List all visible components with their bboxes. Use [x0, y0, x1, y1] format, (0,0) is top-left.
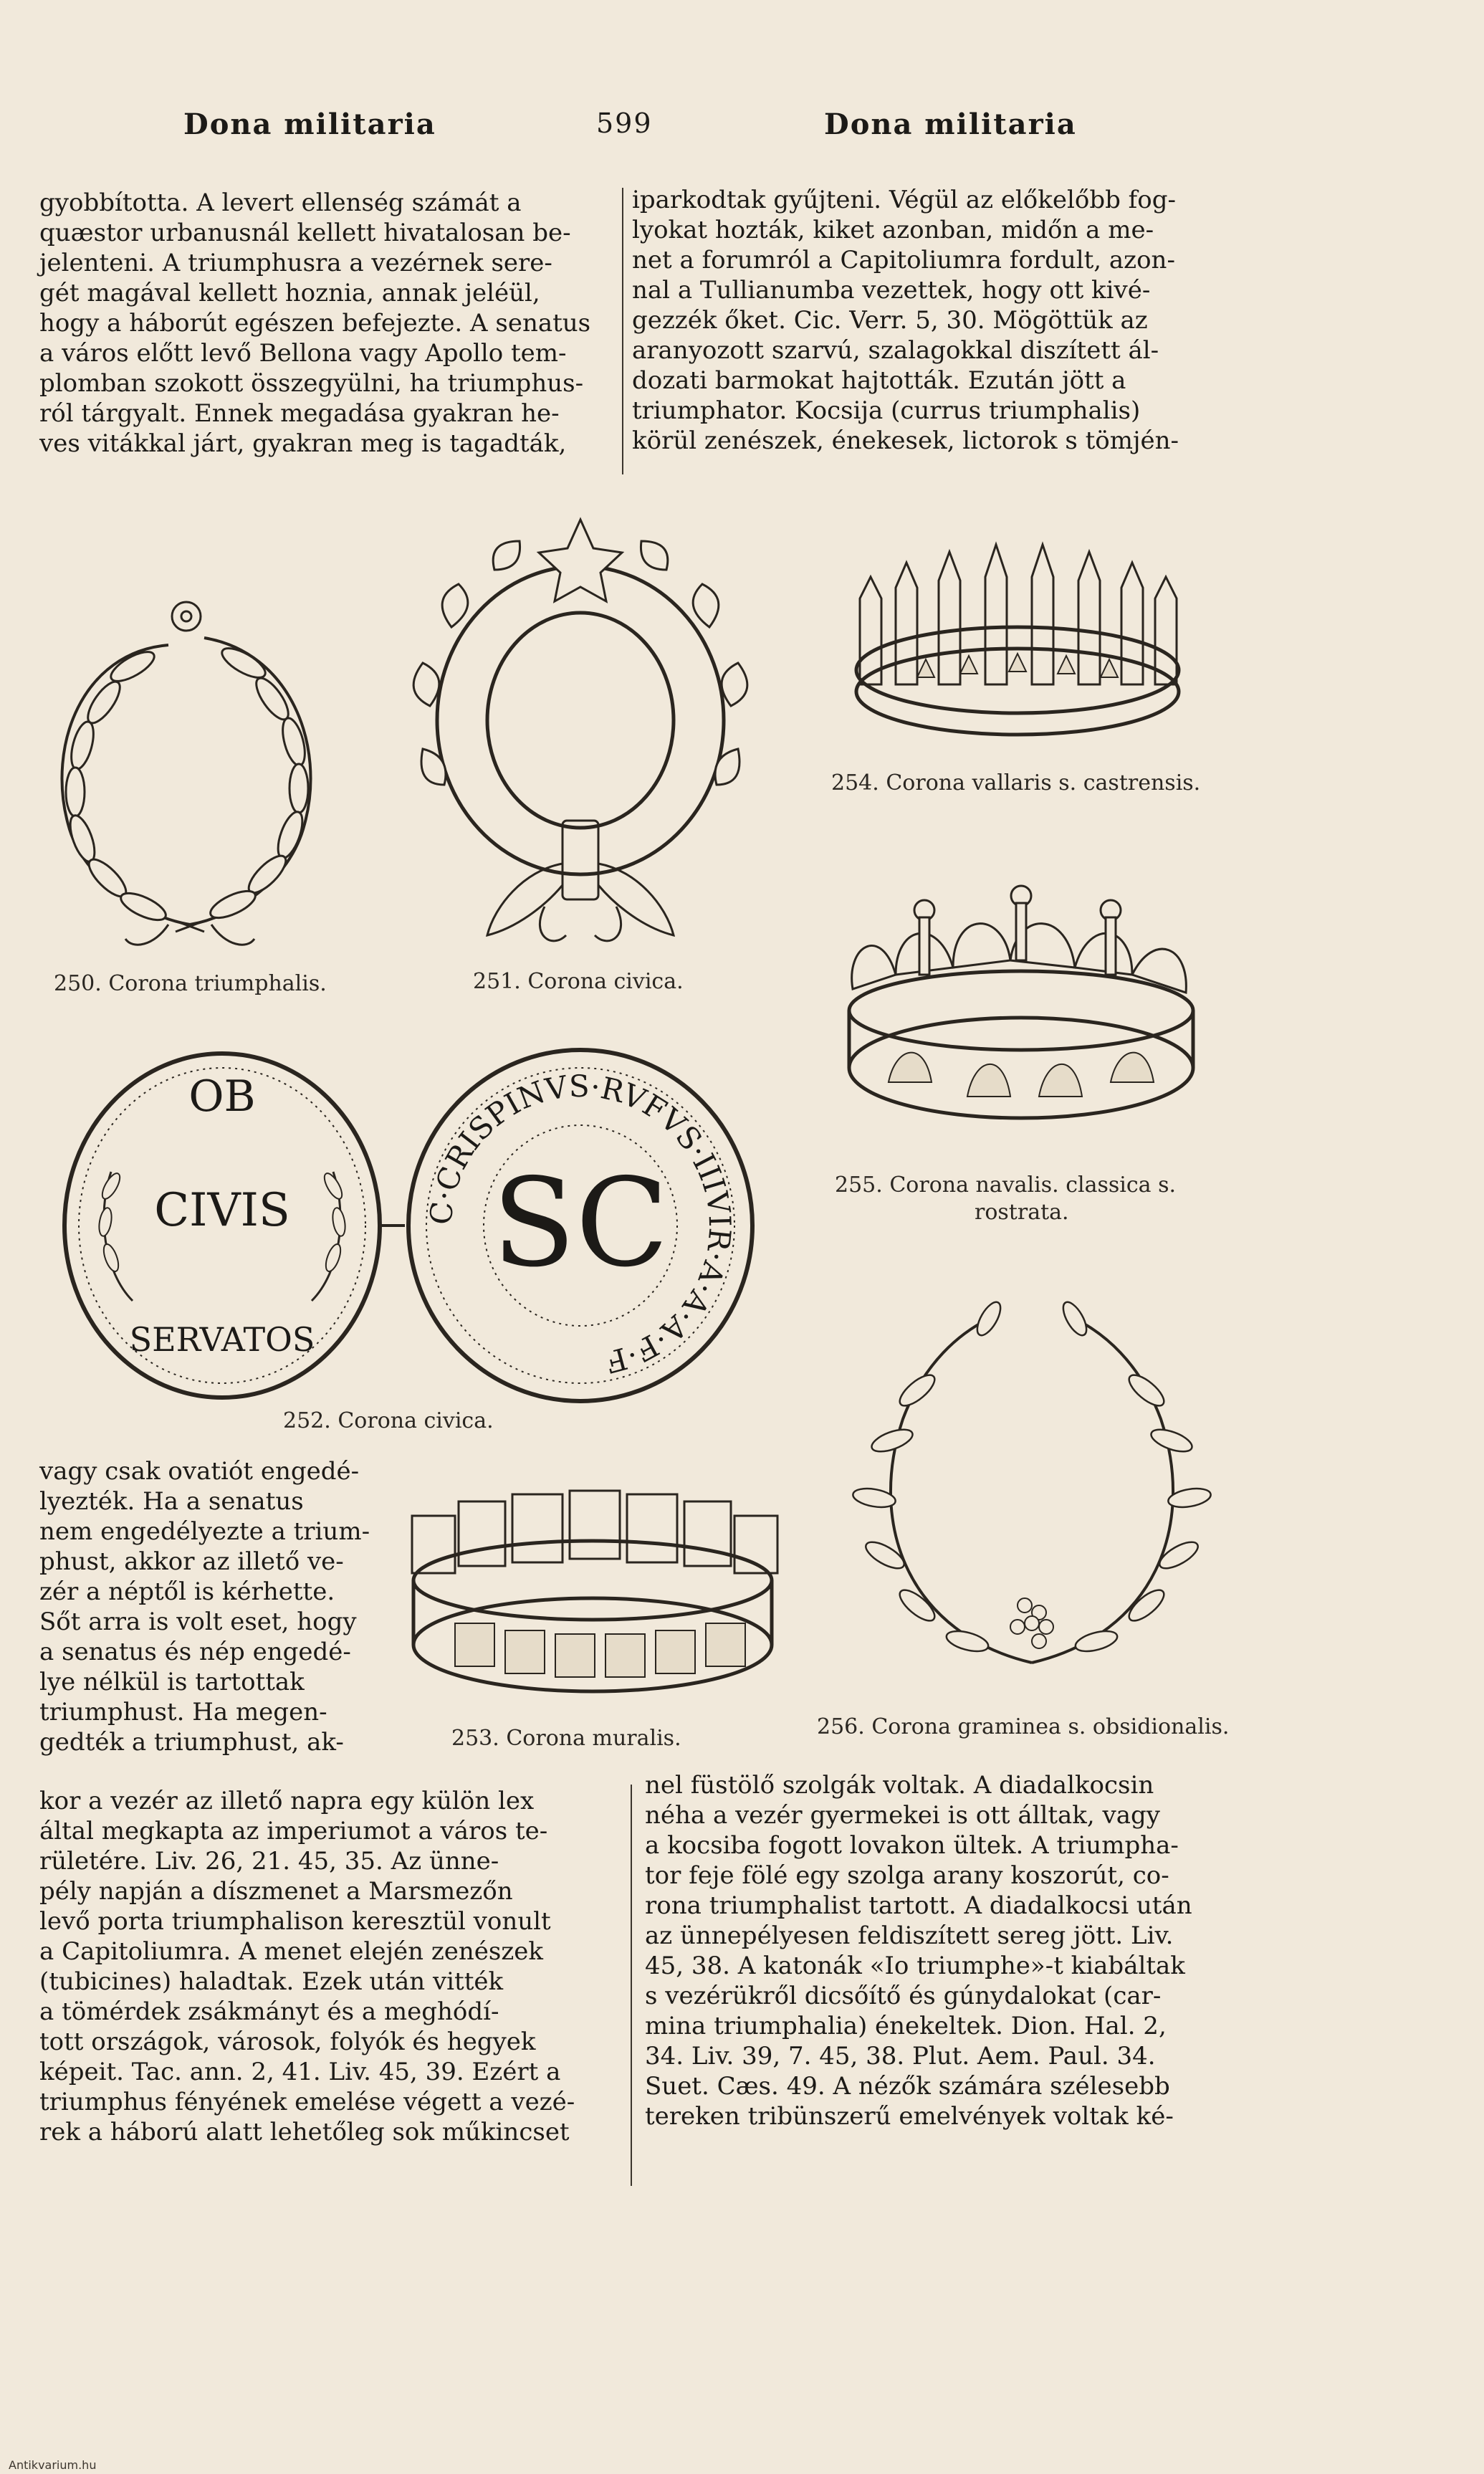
text-line: a Capitoliumra. A menet elején zenészek [39, 1937, 543, 1966]
figure-corona-muralis [398, 1466, 788, 1702]
figure-corona-graminea [824, 1290, 1240, 1706]
coin-text-sc: SC [492, 1152, 669, 1294]
text-line: nem engedélyezte a trium- [39, 1517, 370, 1546]
text-line: Suet. Cæs. 49. A nézők számára szélesebb [645, 2072, 1170, 2101]
text-line: által megkapta az imperiumot a város te- [39, 1817, 548, 1845]
text-line: triumphust. Ha megen- [39, 1698, 327, 1726]
laurel-wreath-illustration [39, 588, 333, 960]
figure-corona-navalis [831, 867, 1211, 1154]
caption-255-line1: 255. Corona navalis. classica s. [835, 1172, 1177, 1198]
text-line: rek a háború alatt lehetőleg sok műkincset [39, 2118, 570, 2146]
text-column-left-top [39, 188, 613, 459]
text-line: levő porta triumphalison keresztül vonult [39, 1907, 551, 1936]
text-line: a senatus és nép engedé- [39, 1638, 351, 1666]
text-line: kor a vezér az illető napra egy külön lex [39, 1787, 535, 1815]
text-line: tor feje fölé egy szolga arany koszorút, co- [645, 1861, 1169, 1890]
caption-255-line2: rostrata. [975, 1200, 1069, 1225]
text-line: zér a néptől is kérhette. [39, 1577, 335, 1606]
coin-ring-text: C·CRISPINVS·RVFVS·IIIVIR·A·A·A·F·F [423, 1068, 738, 1380]
text-line: gedték a triumphust, ak- [39, 1728, 344, 1757]
text-line: gét magával kellett hoznia, annak jeléül, [39, 279, 540, 307]
text-line: 34. Liv. 39, 7. 45, 38. Plut. Aem. Paul. 34. [645, 2042, 1156, 2071]
caption-250: 250. Corona triumphalis. [54, 971, 327, 996]
text-line: a város előtt levő Bellona vagy Apollo tem- [39, 339, 567, 368]
text-line: néha a vezér gyermekei is ott álltak, vagy [645, 1801, 1160, 1830]
text-column-right-bottom [645, 1770, 1247, 2131]
mural-crown-illustration [398, 1466, 788, 1702]
oak-wreath-illustration [387, 505, 774, 957]
text-line: gyobbította. A levert ellenség számát a [39, 188, 522, 217]
grass-crown-illustration [824, 1290, 1240, 1706]
running-head-right: Dona militaria [824, 108, 1077, 141]
text-line: s vezérükről dicsőítő és gúnydalokat (car- [645, 1982, 1162, 2010]
figure-corona-civica-coin [54, 1043, 763, 1408]
text-line: az ünnepélyesen feldiszített sereg jött. Liv. [645, 1921, 1174, 1950]
running-head-left: Dona militaria [183, 108, 436, 141]
column-divider-bottom [631, 1785, 632, 2186]
scan-credit: Antikvarium.hu [9, 2458, 97, 2472]
figure-corona-triumphalis [39, 588, 333, 960]
text-line: quæstor urbanusnál kellett hivatalosan be- [39, 219, 571, 247]
text-line: ves vitákkal járt, gyakran meg is tagadták, [39, 429, 567, 458]
text-line: körül zenészek, énekesek, lictorok s tömjén- [632, 426, 1179, 455]
text-line: triumphus fényének emelése végett a vezé- [39, 2088, 575, 2116]
text-line: mina triumphalia) énekeltek. Dion. Hal. 2, [645, 2012, 1167, 2040]
text-line: (tubicines) haladtak. Ezek után vitték [39, 1967, 504, 1996]
text-column-left-bottom [39, 1786, 627, 2147]
text-line: a tömérdek zsákmányt és a meghódí- [39, 1997, 499, 2026]
text-line: tereken tribünszerű emelvények voltak ké- [645, 2102, 1174, 2131]
text-line: dozati barmokat hajtották. Ezután jött a [632, 366, 1126, 395]
text-line: triumphator. Kocsija (currus triumphalis) [632, 396, 1141, 425]
column-divider-top [622, 188, 623, 474]
text-line: gezzék őket. Cic. Verr. 5, 30. Mögöttük az [632, 306, 1148, 335]
text-line: ról tárgyalt. Ennek megadása gyakran he- [39, 399, 560, 428]
coin-text-servatos: SERVATOS [129, 1320, 315, 1359]
text-line: jelenteni. A triumphusra a vezérnek sere- [39, 249, 552, 277]
text-line: a kocsiba fogott lovakon ültek. A triumpha- [645, 1831, 1179, 1860]
figure-corona-civica-wreath [387, 505, 774, 957]
coin-illustration [54, 1043, 763, 1408]
text-line: aranyozott szarvú, szalagokkal diszített ál- [632, 336, 1159, 365]
text-line: net a forumról a Capitoliumra fordult, azon- [632, 246, 1175, 274]
text-line: tott országok, városok, folyók és hegyek [39, 2028, 536, 2056]
caption-253: 253. Corona muralis. [451, 1726, 681, 1751]
text-line: lye nélkül is tartottak [39, 1668, 305, 1696]
text-line: pély napján a díszmenet a Marsmezőn [39, 1877, 513, 1906]
naval-crown-illustration [831, 867, 1211, 1154]
figure-corona-vallaris [846, 527, 1189, 749]
coin-text-ob: OB [188, 1071, 256, 1122]
text-line: Sőt arra is volt eset, hogy [39, 1608, 357, 1636]
page-number: 599 [596, 108, 653, 139]
text-column-left-narrow [39, 1456, 370, 1757]
text-line: nel füstölő szolgák voltak. A diadalkocsin [645, 1771, 1154, 1800]
caption-256: 256. Corona graminea s. obsidionalis. [817, 1714, 1230, 1739]
text-line: rületére. Liv. 26, 21. 45, 35. Az ünne- [39, 1847, 499, 1876]
text-line: rona triumphalist tartott. A diadalkocsi után [645, 1891, 1192, 1920]
text-line: képeit. Tac. ann. 2, 41. Liv. 45, 39. Ezért a [39, 2058, 561, 2086]
caption-251: 251. Corona civica. [473, 969, 684, 994]
palisade-crown-illustration [846, 527, 1189, 749]
text-line: 45, 38. A katonák «Io triumphe»-t kiabáltak [645, 1952, 1185, 1980]
text-line: lyezték. Ha a senatus [39, 1487, 304, 1516]
text-line: lyokat hozták, kiket azonban, midőn a me- [632, 216, 1154, 244]
coin-text-civis: CIVIS [154, 1184, 290, 1237]
text-column-right-top [632, 185, 1238, 456]
text-line: iparkodtak gyűjteni. Végül az előkelőbb fog- [632, 186, 1176, 214]
caption-252: 252. Corona civica. [283, 1408, 494, 1433]
caption-254: 254. Corona vallaris s. castrensis. [831, 770, 1201, 796]
text-line: hogy a háborút egészen befejezte. A senatus [39, 309, 591, 338]
text-line: phust, akkor az illető ve- [39, 1547, 344, 1576]
text-line: vagy csak ovatiót engedé- [39, 1457, 360, 1486]
text-line: plomban szokott összegyülni, ha triumphus- [39, 369, 584, 398]
text-line: nal a Tullianumba vezettek, hogy ott kivé- [632, 276, 1151, 305]
